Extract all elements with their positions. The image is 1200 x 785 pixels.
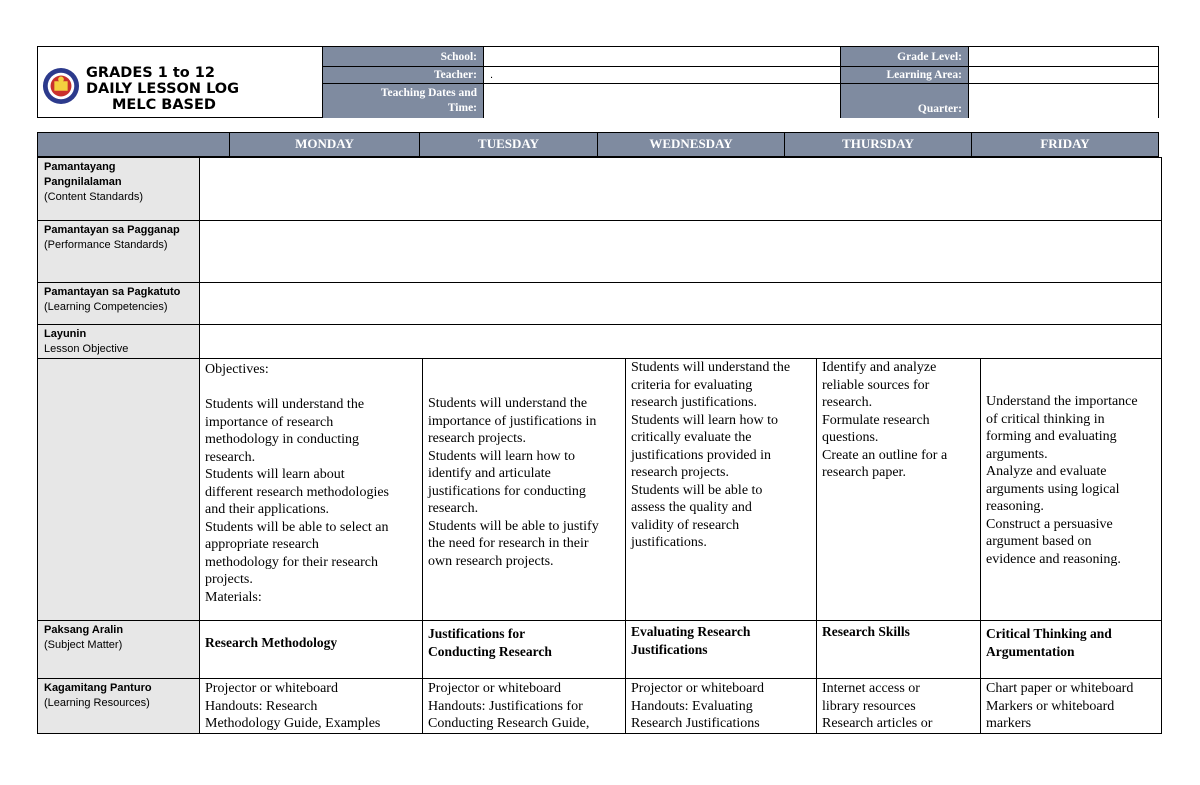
objective-line: Students will be able to select an bbox=[205, 519, 389, 535]
objectives-tuesday[interactable] bbox=[423, 359, 626, 620]
objective-line: Students will learn about bbox=[205, 467, 345, 482]
objective-line: forming and evaluating bbox=[986, 429, 1117, 444]
objectives-heading: Objectives: bbox=[205, 362, 269, 377]
objective-line: arguments using logical bbox=[986, 481, 1120, 497]
learning-area-label: Learning Area: bbox=[841, 67, 969, 84]
row-lesson-objective bbox=[37, 325, 1162, 359]
teaching-dates-field[interactable] bbox=[484, 84, 841, 118]
objective-line: projects. bbox=[205, 572, 253, 587]
lesson-objective-field[interactable] bbox=[200, 325, 1161, 358]
row-label-bold: Pangnilalaman bbox=[44, 176, 122, 188]
objective-line: Materials: bbox=[205, 589, 262, 605]
subject-line: Evaluating Research bbox=[631, 624, 751, 639]
school-field[interactable] bbox=[484, 47, 841, 67]
performance-standards-field[interactable] bbox=[200, 221, 1161, 282]
subject-line: Conducting Research bbox=[428, 643, 552, 659]
lesson-log-header bbox=[37, 46, 1159, 118]
objective-line: research. bbox=[428, 501, 479, 516]
document-title bbox=[86, 65, 276, 113]
row-label-bold: Kagamitang Panturo bbox=[44, 682, 152, 694]
resource-line: Handouts: Evaluating bbox=[631, 698, 753, 714]
objective-line: research. bbox=[822, 395, 873, 410]
row-label-learning-resources bbox=[38, 679, 200, 733]
subject-line: Justifications for bbox=[428, 626, 526, 641]
resource-line: Research Justifications bbox=[631, 716, 760, 731]
subject-thursday[interactable] bbox=[817, 621, 981, 678]
subject-wednesday[interactable] bbox=[626, 621, 817, 678]
resource-line: Projector or whiteboard bbox=[631, 681, 764, 696]
title-line-1: GRADES 1 to 12 bbox=[86, 65, 215, 81]
resources-monday[interactable] bbox=[200, 679, 423, 733]
weekday-header-row bbox=[37, 132, 1159, 157]
resources-friday[interactable] bbox=[981, 679, 1161, 733]
objective-line: reliable sources for bbox=[822, 377, 930, 393]
resource-line: Handouts: Research bbox=[205, 698, 318, 714]
teaching-dates-label bbox=[322, 84, 484, 118]
subject-line: Research Methodology bbox=[205, 635, 338, 650]
resource-line: Chart paper or whiteboard bbox=[986, 681, 1134, 696]
objective-line: importance of research bbox=[205, 414, 334, 430]
objective-line: Students will understand the bbox=[428, 396, 588, 411]
teaching-dates-label-line1: Teaching Dates and bbox=[380, 87, 477, 99]
content-standards-field[interactable] bbox=[200, 158, 1161, 220]
row-label-lesson-objective bbox=[38, 325, 200, 358]
objective-line: Analyze and evaluate bbox=[986, 464, 1107, 479]
resource-line: Conducting Research Guide, bbox=[428, 716, 590, 731]
objective-line: Identify and analyze bbox=[822, 360, 937, 375]
resource-line: Methodology Guide, Examples bbox=[205, 716, 381, 731]
objective-line: Create an outline for a bbox=[822, 447, 948, 463]
objective-line: the need for research in their bbox=[428, 536, 589, 551]
objective-line: Understand the importance bbox=[986, 394, 1138, 409]
objective-line: Students will understand the bbox=[205, 397, 365, 412]
resource-line: Research articles or bbox=[822, 716, 933, 731]
objective-line: Students will be able to justify bbox=[428, 518, 599, 534]
row-label-bold: Pamantayang bbox=[44, 161, 116, 173]
objective-line: questions. bbox=[822, 430, 879, 445]
deped-seal-icon bbox=[42, 67, 80, 105]
resource-line: Projector or whiteboard bbox=[428, 681, 561, 696]
row-learning-resources bbox=[37, 679, 1162, 734]
subject-line: Critical Thinking and bbox=[986, 626, 1112, 641]
subject-tuesday[interactable] bbox=[423, 621, 626, 678]
teacher-field[interactable]: . bbox=[484, 67, 841, 84]
objective-line: evidence and reasoning. bbox=[986, 551, 1121, 567]
objective-line: appropriate research bbox=[205, 537, 319, 552]
row-label-sub: Lesson Objective bbox=[44, 343, 129, 355]
resource-line: library resources bbox=[822, 698, 916, 714]
row-label-bold: Paksang Aralin bbox=[44, 624, 124, 636]
objectives-friday[interactable] bbox=[981, 359, 1161, 620]
row-subject-matter bbox=[37, 621, 1162, 679]
objective-line: research projects. bbox=[631, 465, 729, 480]
row-label-sub: (Performance Standards) bbox=[44, 239, 168, 251]
objective-line: research justifications. bbox=[631, 395, 757, 410]
objective-line: Students will be able to bbox=[631, 482, 763, 498]
quarter-label: Quarter: bbox=[841, 84, 969, 118]
objective-line: criteria for evaluating bbox=[631, 377, 753, 393]
objective-line: argument based on bbox=[986, 534, 1092, 549]
title-line-3: MELC BASED bbox=[112, 97, 216, 113]
resources-thursday[interactable] bbox=[817, 679, 981, 733]
objectives-monday[interactable] bbox=[200, 359, 423, 620]
objective-line: importance of justifications in bbox=[428, 413, 597, 429]
objective-line: identify and articulate bbox=[428, 466, 551, 481]
subject-line: Argumentation bbox=[986, 643, 1075, 659]
objective-line: critically evaluate the bbox=[631, 430, 752, 445]
title-line-2: DAILY LESSON LOG bbox=[86, 81, 240, 97]
day-friday: FRIDAY bbox=[971, 133, 1158, 156]
objective-line: justifications. bbox=[631, 535, 707, 550]
row-label-learning-competencies bbox=[38, 283, 200, 324]
objective-line: reasoning. bbox=[986, 499, 1044, 514]
day-wednesday: WEDNESDAY bbox=[597, 133, 784, 156]
row-label-objectives-detail bbox=[38, 359, 200, 620]
objective-line: Construct a persuasive bbox=[986, 516, 1113, 532]
grade-level-label: Grade Level: bbox=[841, 47, 969, 67]
objective-line: own research projects. bbox=[428, 553, 554, 569]
objective-line: Students will understand the bbox=[631, 360, 791, 375]
row-learning-competencies bbox=[37, 283, 1162, 325]
objectives-wednesday[interactable] bbox=[626, 359, 817, 620]
objective-line: research paper. bbox=[822, 465, 906, 480]
row-label-bold: Pamantayan sa Pagganap bbox=[44, 224, 180, 236]
objective-line: Students will learn how to bbox=[428, 448, 575, 464]
objective-line: arguments. bbox=[986, 446, 1048, 462]
objective-line: justifications provided in bbox=[631, 447, 771, 463]
resources-wednesday[interactable] bbox=[626, 679, 817, 733]
objective-line: research projects. bbox=[428, 431, 526, 446]
day-monday: MONDAY bbox=[229, 133, 419, 156]
resource-line: Internet access or bbox=[822, 681, 920, 696]
resources-tuesday[interactable] bbox=[423, 679, 626, 733]
subject-monday[interactable] bbox=[200, 621, 423, 678]
objective-line: research. bbox=[205, 449, 256, 465]
row-performance-standards bbox=[37, 221, 1162, 283]
objective-line: methodology for their research bbox=[205, 554, 378, 570]
objective-line: assess the quality and bbox=[631, 500, 752, 515]
objectives-thursday[interactable] bbox=[817, 359, 981, 620]
school-label: School: bbox=[322, 47, 484, 67]
row-label-performance-standards bbox=[38, 221, 200, 282]
resource-line: Markers or whiteboard bbox=[986, 698, 1115, 714]
row-label-bold: Layunin bbox=[44, 328, 87, 340]
row-label-bold: Pamantayan sa Pagkatuto bbox=[44, 286, 181, 298]
day-tuesday: TUESDAY bbox=[419, 133, 597, 156]
row-label-sub: (Subject Matter) bbox=[44, 639, 123, 651]
subject-friday[interactable] bbox=[981, 621, 1161, 678]
objective-line: Formulate research bbox=[822, 412, 930, 428]
row-label-subject-matter bbox=[38, 621, 200, 678]
grade-level-field[interactable] bbox=[969, 47, 1158, 67]
row-label-sub: (Content Standards) bbox=[44, 191, 144, 203]
objective-line: methodology in conducting bbox=[205, 432, 359, 447]
objective-line: and their applications. bbox=[205, 502, 330, 517]
row-label-sub: (Learning Competencies) bbox=[44, 301, 168, 313]
quarter-field[interactable] bbox=[969, 84, 1158, 118]
day-thursday: THURSDAY bbox=[784, 133, 971, 156]
subject-line: Justifications bbox=[631, 641, 708, 657]
row-label-content-standards bbox=[38, 158, 200, 220]
objective-line: validity of research bbox=[631, 517, 740, 533]
teacher-label: Teacher: bbox=[322, 67, 484, 84]
objective-line: of critical thinking in bbox=[986, 411, 1105, 427]
objective-line: Students will learn how to bbox=[631, 412, 778, 428]
row-content-standards bbox=[37, 157, 1162, 221]
resource-line: Projector or whiteboard bbox=[205, 681, 338, 696]
objective-line: different research methodologies bbox=[205, 484, 390, 500]
teaching-dates-label-line2: Time: bbox=[447, 102, 477, 114]
learning-competencies-field[interactable] bbox=[200, 283, 1161, 324]
objective-line: justifications for conducting bbox=[428, 483, 586, 499]
row-label-sub: (Learning Resources) bbox=[44, 697, 150, 709]
row-objectives-detail bbox=[37, 359, 1162, 621]
resource-line: Handouts: Justifications for bbox=[428, 698, 583, 714]
subject-line: Research Skills bbox=[822, 624, 910, 639]
resource-line: markers bbox=[986, 716, 1032, 731]
learning-area-field[interactable] bbox=[969, 67, 1158, 84]
